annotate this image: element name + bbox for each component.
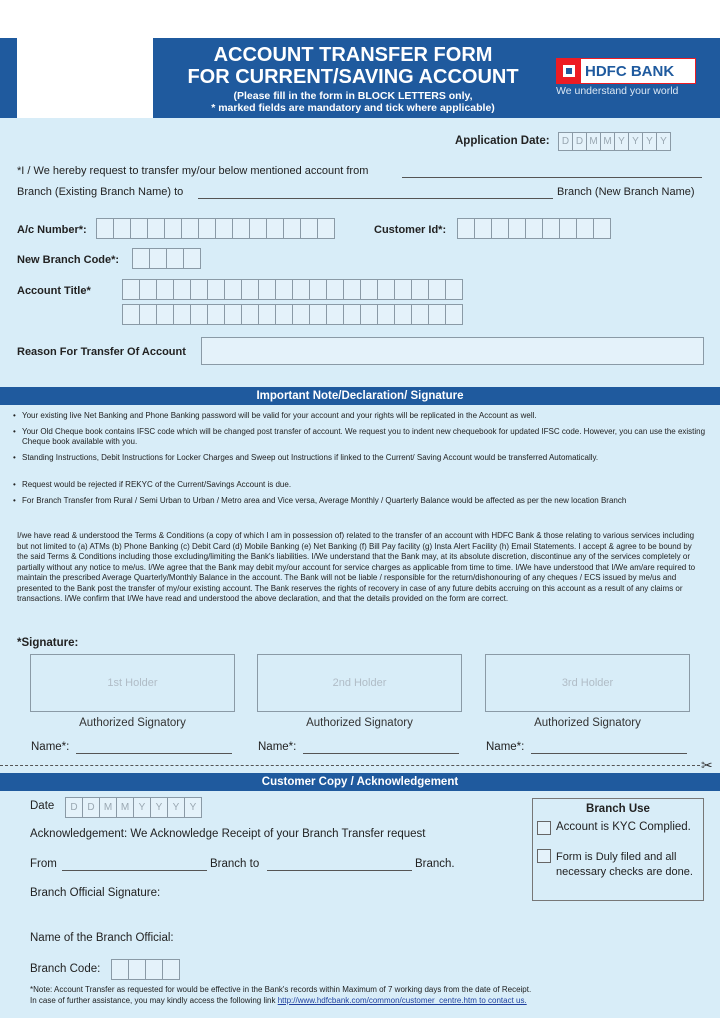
char-box[interactable] bbox=[491, 218, 509, 239]
char-box[interactable] bbox=[326, 279, 344, 300]
char-box[interactable] bbox=[207, 279, 225, 300]
char-box[interactable] bbox=[343, 279, 361, 300]
char-box[interactable] bbox=[283, 218, 301, 239]
name-line-holder1[interactable] bbox=[76, 753, 232, 754]
signature-label: *Signature: bbox=[17, 637, 79, 649]
footer-note-line2 bbox=[30, 996, 527, 1005]
code-box[interactable] bbox=[162, 959, 180, 980]
name-label-holder2: Name*: bbox=[258, 741, 297, 753]
account-title-label: Account Title* bbox=[17, 285, 91, 297]
ac-number-field[interactable] bbox=[96, 218, 334, 239]
char-box[interactable] bbox=[576, 218, 594, 239]
name-line-holder2[interactable] bbox=[303, 753, 459, 754]
char-box[interactable] bbox=[190, 304, 208, 325]
ack-date-label: Date bbox=[30, 800, 55, 812]
char-box[interactable] bbox=[559, 218, 577, 239]
bank-tagline: We understand your world bbox=[556, 85, 679, 97]
char-box[interactable] bbox=[300, 218, 318, 239]
note-item: • Request would be rejected if REKYC of the Current/Savings Account is due. bbox=[22, 480, 702, 490]
date-box[interactable]: Y bbox=[656, 132, 671, 151]
char-box[interactable] bbox=[249, 218, 267, 239]
char-box[interactable] bbox=[241, 279, 259, 300]
branch-official-name-label: Name of the Branch Official: bbox=[30, 932, 174, 944]
char-box[interactable] bbox=[394, 304, 412, 325]
char-box[interactable] bbox=[445, 279, 463, 300]
date-box[interactable]: M bbox=[600, 132, 615, 151]
declaration-paragraph: I/we have read & understood the Terms & Conditions (a copy of which I am in possession of) related to the transfer of an account with HDFC Bank & those relating to various services including but not limited to (a) ATMs (b) Phone Banking (c) Debit Card (d) Mobile Banking (e) Net Banking (f) Bill Pay facility (g) Insta Alert Facility (h) Email Statements. I accept & agree to be bound by the said Terms & Conditions including those excluding/limiting the Bank's liabilities. I/We understand that the Bank may, at its absolute discretion, discontinue any of the services completely or partially without any notice to me/us. I/We agree that the Bank may debit my/our account for service charges as applicable from time to time. I/We have understood that I/We am/are required to maintain the prescribed Average Quarterly/Monthly Balance in the account. The Bank will not be liable / responsible for the return/dishonouring of any cheques / ECS issued by me/us and presented to the Bank post the transfer of my/our existing account. The Bank reserves the rights of recovery in case of any future debits accruing on this account as a result of any claims or transactions. I/We confirm that I/We have read and understood the above declaration, and that the details provided on the form are correct. bbox=[17, 531, 696, 603]
form-title-line2: FOR CURRENT/SAVING ACCOUNT bbox=[187, 66, 519, 88]
code-box[interactable] bbox=[111, 959, 129, 980]
declaration-heading: Important Note/Declaration/ Signature bbox=[0, 387, 720, 405]
char-box[interactable] bbox=[258, 304, 276, 325]
note-item: • Standing Instructions, Debit Instructions for Locker Charges and Sweep out Instructions if linked to the Current/ Saving Account would be transferred Automatically. bbox=[22, 453, 702, 463]
form-filed-checkbox[interactable] bbox=[537, 849, 551, 863]
char-box[interactable] bbox=[326, 304, 344, 325]
code-box[interactable] bbox=[128, 959, 146, 980]
account-title-field-row2[interactable] bbox=[122, 304, 462, 325]
date-box[interactable]: M bbox=[99, 797, 117, 818]
char-box[interactable] bbox=[377, 304, 395, 325]
char-box[interactable] bbox=[224, 304, 242, 325]
ack-branch-to-label: Branch to bbox=[210, 858, 260, 870]
footer-note-prefix: In case of further assistance, you may kindly access the following link bbox=[30, 996, 276, 1005]
authorized-signatory-label: Authorized Signatory bbox=[79, 717, 186, 729]
date-box[interactable]: M bbox=[116, 797, 134, 818]
char-box[interactable] bbox=[266, 218, 284, 239]
ac-number-label: A/c Number*: bbox=[17, 224, 87, 236]
char-box[interactable] bbox=[190, 279, 208, 300]
to-branch-line[interactable] bbox=[198, 198, 553, 199]
branch-new-label: Branch (New Branch Name) bbox=[557, 186, 695, 198]
blank-logo-area bbox=[17, 38, 153, 118]
char-box[interactable] bbox=[275, 304, 293, 325]
char-box[interactable] bbox=[317, 218, 335, 239]
char-box[interactable] bbox=[411, 304, 429, 325]
bank-name: HDFC BANK bbox=[585, 62, 675, 80]
top-margin bbox=[0, 0, 720, 38]
date-box[interactable]: M bbox=[586, 132, 601, 151]
char-box[interactable] bbox=[207, 304, 225, 325]
new-branch-code-field[interactable] bbox=[132, 248, 200, 269]
form-filed-label: Form is Duly filed and all necessary checks are done. bbox=[556, 851, 693, 878]
char-box[interactable] bbox=[183, 248, 201, 269]
char-box[interactable] bbox=[164, 218, 182, 239]
char-box[interactable] bbox=[508, 218, 526, 239]
form-subtitle-line2: * marked fields are mandatory and tick where applicable) bbox=[211, 102, 495, 114]
char-box[interactable] bbox=[593, 218, 611, 239]
date-box[interactable]: Y bbox=[628, 132, 643, 151]
form-title-line1: ACCOUNT TRANSFER FORM bbox=[213, 44, 493, 66]
application-date-field[interactable] bbox=[558, 132, 670, 151]
name-label-holder3: Name*: bbox=[486, 741, 525, 753]
char-box[interactable] bbox=[360, 279, 378, 300]
char-box[interactable] bbox=[258, 279, 276, 300]
date-box[interactable]: Y bbox=[184, 797, 202, 818]
hdfc-logo-icon bbox=[557, 59, 581, 83]
note-item: • Your existing live Net Banking and Phone Banking password will be valid for your account and your rights will be replicated in the Account as well. bbox=[22, 411, 702, 421]
ack-date-field[interactable] bbox=[65, 797, 201, 818]
char-box[interactable] bbox=[113, 218, 131, 239]
char-box[interactable] bbox=[122, 304, 140, 325]
char-box[interactable] bbox=[139, 304, 157, 325]
new-branch-code-label: New Branch Code*: bbox=[17, 254, 120, 266]
char-box[interactable] bbox=[166, 248, 184, 269]
date-box[interactable]: Y bbox=[167, 797, 185, 818]
date-box[interactable]: Y bbox=[133, 797, 151, 818]
char-box[interactable] bbox=[224, 279, 242, 300]
date-box[interactable]: Y bbox=[642, 132, 657, 151]
customer-id-label: Customer Id*: bbox=[374, 224, 447, 236]
scissors-icon: ✂ bbox=[701, 757, 713, 773]
char-box[interactable] bbox=[428, 279, 446, 300]
char-box[interactable] bbox=[215, 218, 233, 239]
char-box[interactable] bbox=[275, 279, 293, 300]
name-line-holder3[interactable] bbox=[531, 753, 687, 754]
branch-official-signature-label: Branch Official Signature: bbox=[30, 887, 161, 899]
date-box[interactable]: D bbox=[572, 132, 587, 151]
char-box[interactable] bbox=[377, 279, 395, 300]
signature-box-holder1[interactable]: 1st Holder bbox=[30, 654, 235, 712]
acknowledgement-heading: Customer Copy / Acknowledgement bbox=[0, 773, 720, 791]
char-box[interactable] bbox=[147, 218, 165, 239]
request-text: *I / We hereby request to transfer my/our below mentioned account from bbox=[17, 165, 369, 177]
branch-use-title: Branch Use bbox=[586, 803, 650, 815]
date-box[interactable]: D bbox=[82, 797, 100, 818]
from-branch-line[interactable] bbox=[402, 177, 702, 178]
char-box[interactable] bbox=[309, 304, 327, 325]
footer-note-line1: *Note: Account Transfer as requested for would be effective in the Bank's records within Maximum of 7 working days from the date of Receipt. bbox=[30, 985, 532, 994]
code-box[interactable] bbox=[145, 959, 163, 980]
char-box[interactable] bbox=[525, 218, 543, 239]
char-box[interactable] bbox=[542, 218, 560, 239]
date-box[interactable]: Y bbox=[150, 797, 168, 818]
char-box[interactable] bbox=[394, 279, 412, 300]
branch-use-box bbox=[532, 798, 704, 901]
date-box[interactable]: Y bbox=[614, 132, 629, 151]
char-box[interactable] bbox=[173, 279, 191, 300]
authorized-signatory-label: Authorized Signatory bbox=[534, 717, 641, 729]
date-box[interactable]: D bbox=[558, 132, 573, 151]
char-box[interactable] bbox=[156, 304, 174, 325]
char-box[interactable] bbox=[457, 218, 475, 239]
reason-label: Reason For Transfer Of Account bbox=[17, 346, 186, 358]
char-box[interactable] bbox=[411, 279, 429, 300]
branch-existing-label: Branch (Existing Branch Name) to bbox=[17, 186, 184, 198]
signature-box-holder2[interactable]: 2nd Holder bbox=[257, 654, 462, 712]
account-title-field-row1[interactable] bbox=[122, 279, 462, 300]
cut-line bbox=[0, 765, 700, 766]
char-box[interactable] bbox=[198, 218, 216, 239]
ack-branch-to-line[interactable] bbox=[267, 870, 412, 871]
char-box[interactable] bbox=[156, 279, 174, 300]
name-label-holder1: Name*: bbox=[31, 741, 70, 753]
char-box[interactable] bbox=[132, 248, 150, 269]
signature-box-holder3[interactable]: 3rd Holder bbox=[485, 654, 690, 712]
note-item: • Your Old Cheque book contains IFSC code which will be changed post transfer of account. We request you to indent new chequebook for updated IFSC code. However, you can use the existing Cheque book available with you. bbox=[22, 427, 707, 447]
char-box[interactable] bbox=[292, 279, 310, 300]
kyc-checkbox[interactable] bbox=[537, 821, 551, 835]
char-box[interactable] bbox=[173, 304, 191, 325]
form-subtitle-line1: (Please fill in the form in BLOCK LETTERS only, bbox=[233, 90, 473, 102]
char-box[interactable] bbox=[130, 218, 148, 239]
char-box[interactable] bbox=[181, 218, 199, 239]
char-box[interactable] bbox=[360, 304, 378, 325]
note-item: • For Branch Transfer from Rural / Semi Urban to Urban / Metro area and Vice versa, Average Monthly / Quarterly Balance would be affected as per the new location Branch bbox=[22, 496, 702, 506]
char-box[interactable] bbox=[96, 218, 114, 239]
char-box[interactable] bbox=[474, 218, 492, 239]
branch-code-field[interactable] bbox=[111, 959, 179, 980]
char-box[interactable] bbox=[149, 248, 167, 269]
customer-centre-link[interactable]: http://www.hdfcbank.com/common/customer_centre.htm to contact us. bbox=[277, 996, 527, 1005]
reason-input[interactable] bbox=[201, 337, 704, 365]
char-box[interactable] bbox=[292, 304, 310, 325]
application-date-label: Application Date: bbox=[455, 135, 550, 147]
ack-from-label: From bbox=[30, 858, 57, 870]
date-box[interactable]: D bbox=[65, 797, 83, 818]
char-box[interactable] bbox=[232, 218, 250, 239]
char-box[interactable] bbox=[241, 304, 259, 325]
customer-id-field[interactable] bbox=[457, 218, 610, 239]
hdfc-logo bbox=[556, 58, 696, 84]
ack-text: Acknowledgement: We Acknowledge Receipt of your Branch Transfer request bbox=[30, 828, 426, 840]
char-box[interactable] bbox=[428, 304, 446, 325]
kyc-label: Account is KYC Complied. bbox=[556, 821, 691, 833]
ack-from-line[interactable] bbox=[62, 870, 207, 871]
branch-code-label: Branch Code: bbox=[30, 963, 101, 975]
char-box[interactable] bbox=[309, 279, 327, 300]
char-box[interactable] bbox=[139, 279, 157, 300]
authorized-signatory-label: Authorized Signatory bbox=[306, 717, 413, 729]
char-box[interactable] bbox=[445, 304, 463, 325]
char-box[interactable] bbox=[122, 279, 140, 300]
char-box[interactable] bbox=[343, 304, 361, 325]
ack-branch-end-label: Branch. bbox=[415, 858, 455, 870]
